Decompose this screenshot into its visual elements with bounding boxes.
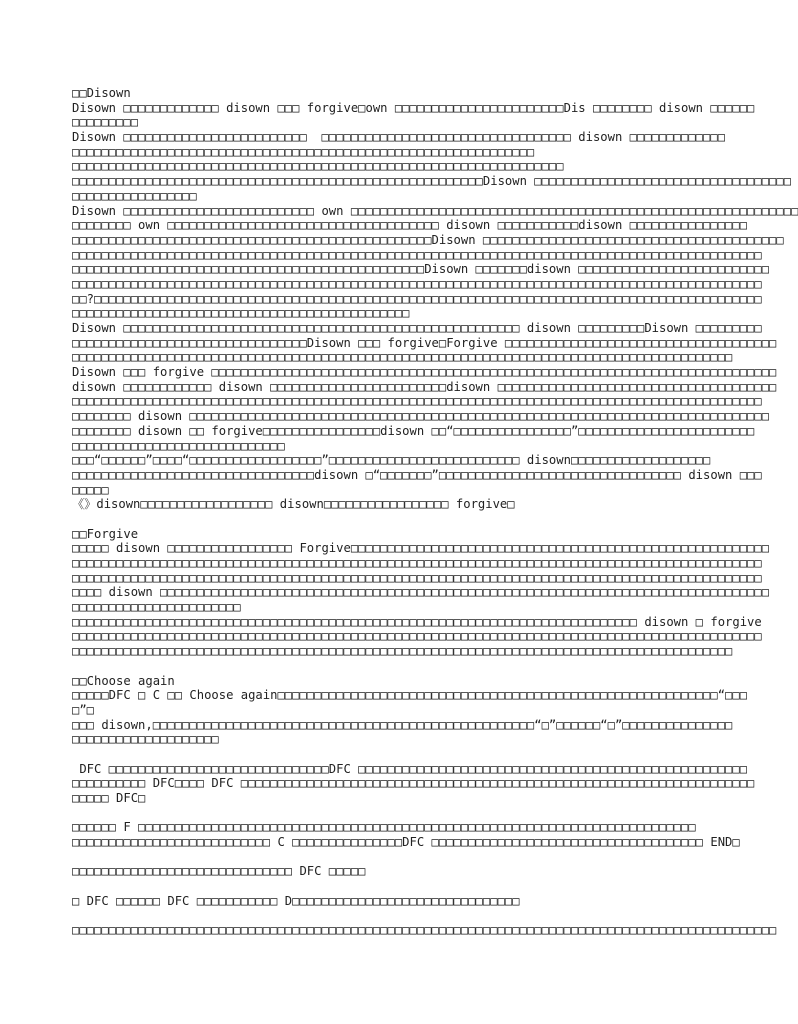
text-line: □□□□□	[72, 482, 109, 497]
text-line	[72, 806, 712, 821]
text-line: □□□□□□□□□□□□□□□□□□□□□□□□□□□□□□□□□□□□□□□□□□□□□□□□□□□□□□□□□□□□□□□□□□□□□□□□□□□□□□□□□□□□□□□□□□□□□□	[72, 629, 762, 644]
text-line: □□□□□□□□□□□□□□□□□□□□□□□□□□□□□□□□□□□□□□□□□□□□□□□□□□□□□□□□□□□□□□□□□□□□□□□□□□□□□□□□□□□□□□□□□□□□□□	[72, 556, 762, 570]
text-line: □□□□□□□□□□□□□□□□□□□□□□□□□□□□□□□□□□□□□□□□□□□□□□□□□□□□□□□□□□□□□□□□□□□□□□□□□□□□□□□□□□□□□□□□□□□□□□	[72, 570, 762, 585]
text-line: □□□□□□□□□□□□□□□□□□□□□□□□□□□□□□□□□□□□□□□□□□□□□□□□Disown □□□□□□□disown □□□□□□□□□□□□□□□□□□□□□□□□□□	[72, 262, 770, 277]
text-line: □□□□□□□□□□□□□□□□□□□□□□□□□□□□□	[72, 438, 285, 453]
text-line: □□□□□□□□□□□□□□□□□□□□□□□□□□□□□□□□□disown □“□□□□□□□”□□□□□□□□□□□□□□□□□□□□□□□□□□□□□□□□□ disown □□□	[72, 467, 762, 482]
text-line: □□□□□□□□□□□□□□□□□□□□□□□□□□□□□□□□□□□□□□□□□□□□□□□□□□□□□□□□Disown □□□□□□□□□□□□□□□□□□□□□□□□□□□□□□□□□□□	[72, 174, 792, 189]
text-line: Disown □□□□□□□□□□□□□ disown □□□ forgive□own □□□□□□□□□□□□□□□□□□□□□□□Dis □□□□□□□□ disown □□□□□□	[72, 100, 755, 115]
text-line: □□□□□□□□□□□□□□□□□□□□□□□□□□□□□□□□□□□□□□□□□□□□□□□□□□□□□□□□□□□□□□□□□□□□□□□□□□□□□ disown □ forgive	[72, 614, 762, 629]
text-line: Disown □□□□□□□□□□□□□□□□□□□□□□□□□□□□□□□□□□□□□□□□□□□□□□□□□□□□□□ disown □□□□□□□□□Disown □□□□□□□□□	[72, 321, 762, 335]
text-line: □□□□□□□□ own □□□□□□□□□□□□□□□□□□□□□□□□□□□□□□□□□□□□□ disown □□□□□□□□□□□disown □□□□□□□□□□□□□□□□	[72, 218, 748, 233]
document-body	[72, 86, 798, 938]
text-line: □□□□□□□□□□□□□□□□□	[72, 188, 197, 203]
text-line: □□□□□□□□□□□□□□□□□□□□□□□□□□□□□□□□□□□□□□□□□□□□□□□□□□□□□□□□□□□□□□□□□□□□□□□□□□□□□□□□□□□□□□□□□□	[72, 350, 733, 365]
text-line: Disown □□□□□□□□□□□□□□□□□□□□□□□□□□ own □□□□□□□□□□□□□□□□□□□□□□□□□□□□□□□□□□□□□□□□□□□□□□□□□□□□□□□□□□□□□	[72, 203, 798, 218]
text-line: □□□□□□□□□□□□□□□□□□□□□□□□□□□□□□□□□□□□□□□□□□□□□□□□□□□□□□□□□□□□□□□□□□□□□□□□□□□□□□□□□□□□□□□□□□□□□□	[72, 276, 762, 291]
text-line	[72, 909, 712, 924]
text-line: □□□□□□□□□□□□□□□□□□□□□□□□□□□□□□□□□□□□□□□□□□□□□□□□□□□□□□□□□□□□□□□□□□□□□□□□□□□□□□□□□□□□□□□□□□□□□□	[72, 247, 762, 262]
text-line	[72, 747, 712, 762]
text-line	[72, 512, 712, 527]
text-line: □□□□ disown □□□□□□□□□□□□□□□□□□□□□□□□□□□□□□□□□□□□□□□□□□□□□□□□□□□□□□□□□□□□□□□□□□□□□□□□□□□□□□□□□□□	[72, 585, 770, 600]
text-line: □□?□□□□□□□□□□□□□□□□□□□□□□□□□□□□□□□□□□□□□□□□□□□□□□□□□□□□□□□□□□□□□□□□□□□□□□□□□□□□□□□□□□□□□□□□□□□	[72, 291, 762, 306]
text-line: DFC □□□□□□□□□□□□□□□□□□□□□□□□□□□□□□DFC □□□□□□□□□□□□□□□□□□□□□□□□□□□□□□□□□□□□□□□□□□□□□□□□□□□□□	[72, 761, 748, 776]
text-line: □□□□□□□□□□□□□□□□□□□□□□□	[72, 600, 241, 615]
text-line	[72, 879, 712, 894]
text-line: □□□□□□□□□□□□□□□□□□□□□□□□□□□□□□□□□□□□□□□□□□□□□□□□□□□□□□□□□□□□□□□□□□□□□□□□□□□□□□□□□□□□□□□□□□	[72, 644, 733, 659]
text-line: □□Forgive	[72, 526, 139, 541]
text-line	[72, 850, 712, 865]
text-line: □□□ disown,□□□□□□□□□□□□□□□□□□□□□□□□□□□□□□□□□□□□□□□□□□□□□□□□□□□□“□”□□□□□□“□”□□□□□□□□□□□□□□□	[72, 717, 733, 732]
text-line: □□□□□DFC □ C □□ Choose again□□□□□□□□□□□□□□□□□□□□□□□□□□□□□□□□□□□□□□□□□□□□□□□□□□□□□□□□□□□□“□□□	[72, 688, 748, 703]
text-line: □□□□□□□□□□□□□□□□□□□□□□□□□□□□□□□□Disown □□□ forgive□Forgive □□□□□□□□□□□□□□□□□□□□□□□□□□□□□□□□□□□□□	[72, 335, 777, 350]
text-line: □□Disown	[72, 86, 131, 100]
text-line: □□□□□□□□□□□□□□□□□□□□□□□□□□□□□□□□□□□□□□□□□□□□□□□□□Disown □□□□□□□□□□□□□□□□□□□□□□□□□□□□□□□□□□□□□□□□□	[72, 232, 784, 247]
text-line: □□□“□□□□□□”□□□□“□□□□□□□□□□□□□□□□□□”□□□□□□□□□□□□□□□□□□□□□□□□□□ disown□□□□□□□□□□□□□□□□□□□	[72, 453, 711, 468]
text-line: □□□□□ disown □□□□□□□□□□□□□□□□□ Forgive□□□□□□□□□□□□□□□□□□□□□□□□□□□□□□□□□□□□□□□□□□□□□□□□□□□□□□□□□	[72, 541, 770, 556]
text-line: □□□□□□□□□□□□□□□□□□□□□□□□□□□□□□ DFC □□□□□	[72, 864, 366, 879]
text-line: □□□□□□□□□	[72, 115, 139, 130]
text-line: □□□□□□□□□□□□□□□□□□□□□□□□□□□□□□□□□□□□□□□□□□□□□□	[72, 306, 410, 321]
text-line: □□□□□□□□ disown □□□□□□□□□□□□□□□□□□□□□□□□□□□□□□□□□□□□□□□□□□□□□□□□□□□□□□□□□□□□□□□□□□□□□□□□□□□□□□□	[72, 409, 770, 424]
text-line: □□□□□□□□□□ DFC□□□□ DFC □□□□□□□□□□□□□□□□□□□□□□□□□□□□□□□□□□□□□□□□□□□□□□□□□□□□□□□□□□□□□□□□□□□□□□	[72, 776, 755, 791]
text-line: □□□□□□□□□□□□□□□□□□□□□□□□□□□□□□□□□□□□□□□□□□□□□□□□□□□□□□□□□□□□□□□□□□□□□□□□□□□□□□□□□□□□□□□□□□□□□□□□	[72, 923, 777, 938]
text-line: □□□□□□□□ disown □□ forgive□□□□□□□□□□□□□□□□disown □□“□□□□□□□□□□□□□□□□”□□□□□□□□□□□□□□□□□□□□□□□□	[72, 423, 755, 438]
text-line: Disown □□□□□□□□□□□□□□□□□□□□□□□□□ □□□□□□□□□□□□□□□□□□□□□□□□□□□□□□□□□□ disown □□□□□□□□□□□□□	[72, 130, 726, 145]
text-line: 《》disown□□□□□□□□□□□□□□□□□□ disown□□□□□□□□□□□□□□□□□ forgive□	[72, 497, 515, 512]
text-line: □□□□□□□□□□□□□□□□□□□□	[72, 732, 219, 747]
text-line	[72, 659, 712, 674]
text-line: □□□□□□□□□□□□□□□□□□□□□□□□□□□□□□□□□□□□□□□□□□□□□□□□□□□□□□□□□□□□□□□	[72, 144, 535, 159]
text-line: □□□□□□□□□□□□□□□□□□□□□□□□□□□ C □□□□□□□□□□□□□□□DFC □□□□□□□□□□□□□□□□□□□□□□□□□□□□□□□□□□□□□ END□	[72, 835, 740, 850]
text-line: □ DFC □□□□□□ DFC □□□□□□□□□□□ D□□□□□□□□□□□□□□□□□□□□□□□□□□□□□□□	[72, 893, 520, 908]
text-line: □□□□□ DFC□	[72, 791, 146, 805]
text-line: □”□	[72, 702, 95, 717]
text-line: □□□□□□□□□□□□□□□□□□□□□□□□□□□□□□□□□□□□□□□□□□□□□□□□□□□□□□□□□□□□□□□□□□□	[72, 159, 564, 174]
text-line: Disown □□□ forgive □□□□□□□□□□□□□□□□□□□□□□□□□□□□□□□□□□□□□□□□□□□□□□□□□□□□□□□□□□□□□□□□□□□□□□□□□□□□□	[72, 365, 777, 380]
text-line: □□□□□□□□□□□□□□□□□□□□□□□□□□□□□□□□□□□□□□□□□□□□□□□□□□□□□□□□□□□□□□□□□□□□□□□□□□□□□□□□□□□□□□□□□□□□□□	[72, 394, 762, 409]
text-line: □□Choose again	[72, 673, 175, 688]
text-line: □□□□□□ F □□□□□□□□□□□□□□□□□□□□□□□□□□□□□□□□□□□□□□□□□□□□□□□□□□□□□□□□□□□□□□□□□□□□□□□□□□□□	[72, 820, 696, 835]
text-line: disown □□□□□□□□□□□□ disown □□□□□□□□□□□□□□□□□□□□□□□□disown □□□□□□□□□□□□□□□□□□□□□□□□□□□□□□□□□□□□□□	[72, 379, 777, 394]
